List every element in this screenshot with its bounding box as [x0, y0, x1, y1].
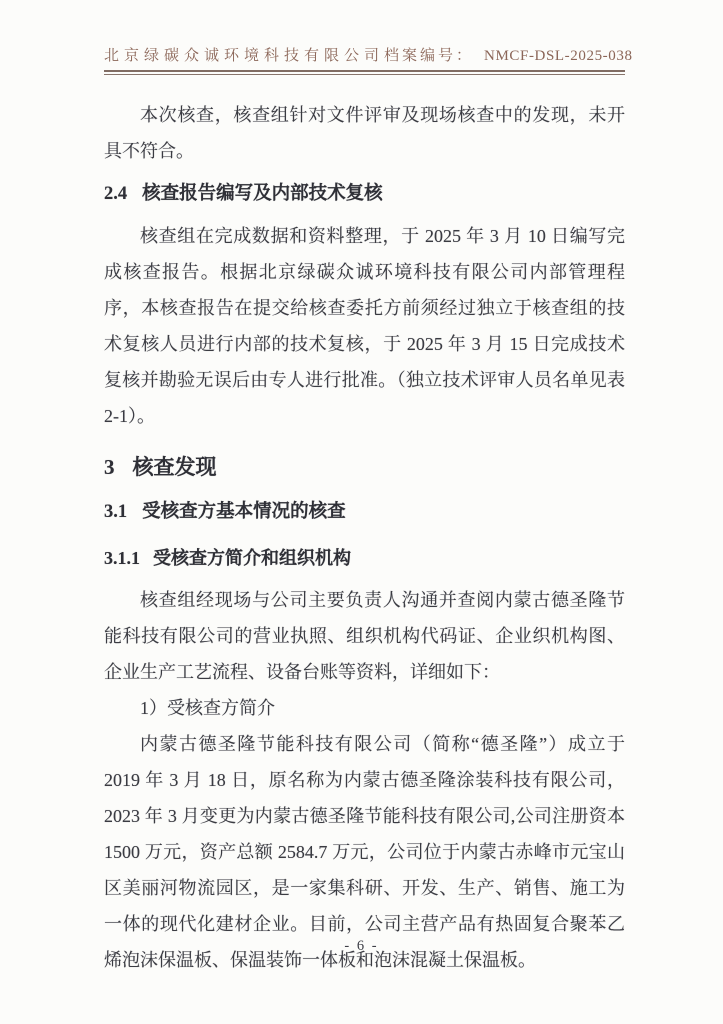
chapter-heading-3 [104, 449, 625, 485]
heading-number: 2.4 [104, 184, 128, 204]
heading-number: 3 [104, 455, 115, 479]
section-heading-3-1 [104, 494, 625, 530]
header-doc-number [384, 44, 633, 65]
header-divider [104, 70, 625, 75]
subsection-heading-3-1-1 [104, 540, 625, 576]
header-divider-top-line [104, 70, 625, 72]
heading-title: 核查报告编写及内部技术复核 [142, 184, 383, 204]
doc-number-value: NMCF-DSL-2025-038 [484, 48, 633, 64]
doc-number-label: 档案编号： [384, 48, 475, 64]
page-header [104, 44, 633, 65]
header-divider-bottom-line [104, 74, 625, 75]
paragraph-site-review: 核查组经现场与公司主要负责人沟通并查阅内蒙古德圣隆节能科技有限公司的营业执照、组织机构代码证、企业织机构图、企业生产工艺流程、设备台账等资料，详细如下： [104, 590, 625, 682]
paragraph-report-writing: 核查组在完成数据和资料整理，于 2025 年 3 月 10 日编写完成核查报告。根据北京绿碳众诚环境科技有限公司内部管理程序，本核查报告在提交给核查委托方前须经过独立于核查组的技术复核人员进行内部的技术复核，于 2025 年 3 月 15 日完成技术复核并勘验无误后由专人进行批准。（独立技术评审人员名单见表 2-1）。 [104, 226, 625, 426]
document-body [104, 97, 625, 978]
paragraph-company-profile: 内蒙古德圣隆节能科技有限公司（简称“德圣隆”）成立于 2019 年 3 月 18 日，原名称为内蒙古德圣隆涂装科技有限公司，2023 年 3 月变更为内蒙古德圣隆节能科技有限公司,公司注册资本 1500 万元，资产总额 2584.7 万元，公司位于内蒙古赤峰市元宝山区美丽河物流园区，是一家集科研、开发、生产、销售、施工为一体的现代化建材企业。目前，公司主营产品有热固复合聚苯乙烯泡沫保温板、保温装饰一体板和泡沫混凝土保温板。 [104, 734, 625, 970]
heading-number: 3.1 [104, 502, 128, 522]
list-item-1-label: 1）受核查方简介 [140, 698, 275, 718]
page-footer [0, 938, 723, 955]
section-heading-2-4 [104, 176, 625, 212]
heading-number: 3.1.1 [104, 548, 140, 568]
heading-title: 核查发现 [132, 455, 217, 479]
heading-title: 受核查方简介和组织机构 [153, 548, 351, 568]
header-company-name: 北京绿碳众诚环境科技有限公司 [104, 48, 385, 64]
paragraph-intro: 本次核查，核查组针对文件评审及现场核查中的发现，未开具不符合。 [104, 105, 625, 161]
page-number: - 6 - [344, 938, 379, 954]
heading-title: 受核查方基本情况的核查 [142, 502, 346, 522]
